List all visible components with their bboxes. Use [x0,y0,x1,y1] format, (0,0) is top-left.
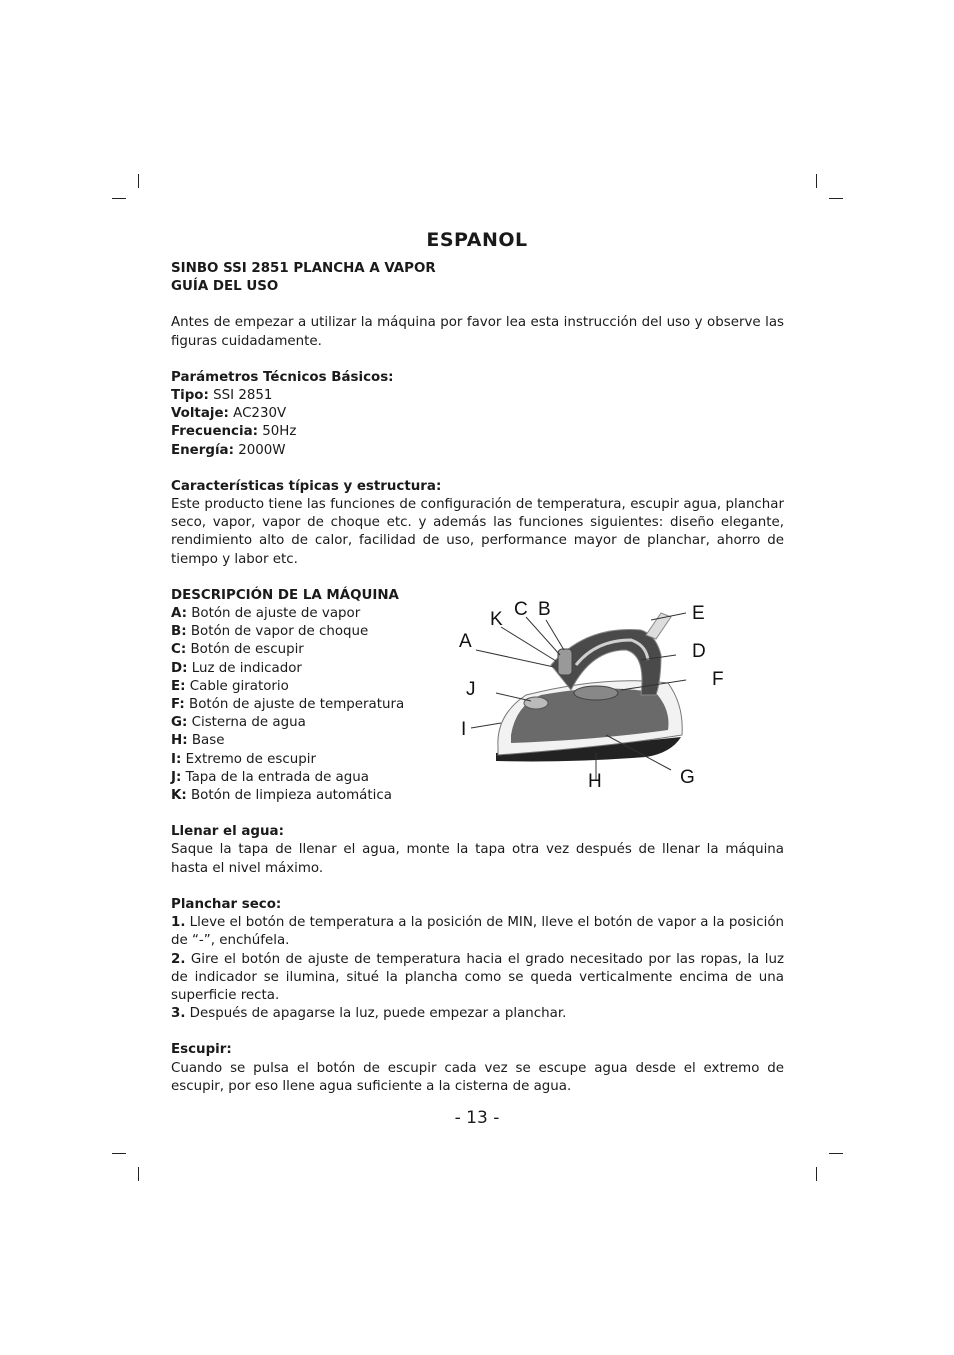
label-b: B [538,598,551,620]
parts-list [171,587,461,805]
description-heading: DESCRIPCIÓN DE LA MÁQUINA [171,587,399,603]
part-item: C: Botón de escupir [171,642,304,658]
crop-mark [816,174,817,188]
label-d: D [692,640,706,662]
intro-paragraph: Antes de empezar a utilizar la máquina por favor lea esta instrucción del uso y observe las figuras cuidadamente. [171,315,784,349]
label-c: C [514,598,528,620]
crop-mark [829,198,843,199]
part-item: F: Botón de ajuste de temperatura [171,697,405,713]
machine-description [171,587,784,805]
part-item: B: Botón de vapor de choque [171,624,369,640]
spray-paragraph: Cuando se pulsa el botón de escupir cada vez se escupe agua desde el extremo de escupir, por eso llene agua suficiente a la cisterna de agua. [171,1060,784,1094]
part-item: A: Botón de ajuste de vapor [171,606,361,622]
part-item: K: Botón de limpieza automática [171,788,392,804]
part-item: H: Base [171,733,225,749]
label-h: H [588,770,602,792]
label-e: E [692,602,705,624]
temperature-dial [574,686,618,700]
part-item: E: Cable giratorio [171,678,289,694]
params-heading: Parámetros Técnicos Básicos: [171,369,394,385]
label-f: F [712,668,724,690]
fill-water-heading: Llenar el agua: [171,824,284,840]
crop-mark [829,1153,843,1154]
crop-mark [138,1167,139,1181]
guide-heading: GUÍA DEL USO [171,279,279,295]
label-k: K [490,608,503,630]
iron-diagram [456,595,736,795]
crop-mark [112,198,126,199]
label-i: I [461,718,467,740]
spray-heading: Escupir: [171,1042,232,1058]
dry-ironing-step: 1. Lleve el botón de temperatura a la posición de MIN, lleve el botón de vapor a la posición de “-”, enchúfela. [171,915,784,949]
part-item: J: Tapa de la entrada de agua [171,769,369,785]
param-row: Frecuencia: 50Hz [171,424,297,440]
features-heading: Características típicas y estructura: [171,478,442,494]
crop-mark [138,174,139,188]
page-title: ESPANOL [426,229,528,251]
dry-ironing-step: 3. Después de apagarse la luz, puede empezar a planchar. [171,1006,567,1022]
label-g: G [680,766,695,788]
param-row: Tipo: SSI 2851 [171,388,273,404]
features-paragraph: Este producto tiene las funciones de configuración de temperatura, escupir agua, planchar seco, vapor, vapor de choque etc. y además las funciones siguientes: diseño elegante, rendimiento alto de calor, facilidad de uso, performance mayor de planchar, ahorro de tiempo y labor etc. [171,497,784,567]
crop-mark [816,1167,817,1181]
label-a: A [459,630,472,652]
document-body [171,260,784,1096]
dry-ironing-heading: Planchar seco: [171,896,282,912]
part-item: G: Cisterna de agua [171,715,306,731]
param-row: Energía: 2000W [171,442,286,458]
fill-cap [524,697,548,709]
crop-mark [112,1153,126,1154]
product-heading: SINBO SSI 2851 PLANCHA A VAPOR [171,261,436,276]
part-item: D: Luz de indicador [171,660,302,676]
param-row: Voltaje: AC230V [171,406,287,422]
part-item: I: Extremo de escupir [171,751,316,767]
dry-ironing-step: 2. Gire el botón de ajuste de temperatura hacia el grado necesitado por las ropas, la luz de indicador se ilumina, situé la plancha como se queda verticalmente encima de una superficie recta. [171,951,784,1003]
label-j: J [466,678,476,700]
steam-buttons [558,649,572,675]
page-number: - 13 - [454,1108,500,1128]
fill-water-paragraph: Saque la tapa de llenar el agua, monte la tapa otra vez después de llenar la máquina hasta el nivel máximo. [171,842,784,876]
